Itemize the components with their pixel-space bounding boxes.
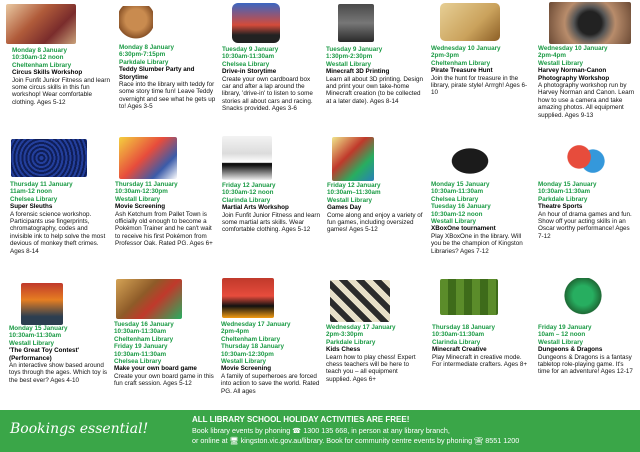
camera-photo [549, 2, 631, 44]
circus-photo [6, 4, 76, 44]
event-time: 10:30am-12 noon [222, 189, 274, 197]
event-time: 2pm-3:30pm [326, 331, 364, 339]
event-place: Chelsea Library [222, 60, 270, 68]
event-time-2: 10:30am-12 noon [431, 210, 483, 218]
event-time-2: 10:30am-11:30am [114, 350, 167, 358]
event-time: 11am-12 noon [10, 188, 52, 196]
event-card [326, 46, 424, 105]
fingerprint-photo [11, 139, 87, 177]
event-desc: An hour of drama games and fun. Show off your acting skills in an Oscar worthy performance! Ages 7-12 [538, 210, 632, 240]
event-place: Parkdale Library [326, 338, 376, 346]
event-desc: Create your own board game in this fun craft session. Ages 5-12 [114, 372, 214, 388]
event-date: Wednesday 10 January [431, 45, 501, 52]
event-place: Westall Library [327, 196, 373, 204]
event-desc: Join Funfit Junior Fitness and learn some circus skills in this fun workshop! Wear comfortable clothing. Ages 5-12 [12, 76, 111, 106]
event-date: Friday 12 January [222, 182, 276, 189]
event-desc: Play Minecraft in creative mode. For intermediate crafters. Ages 8+ [432, 353, 528, 369]
event-card [538, 45, 636, 119]
event-date: Monday 8 January [12, 47, 67, 54]
event-desc: Race into the library with teddy for some story time fun! Leave Teddy overnight and see what he gets up to! Ages 3-5 [119, 81, 216, 111]
booking-online-line: or online at 🖥 kingston.vic.gov.au/library. Book for community centre events by phoning ☎ 8551 1200 [192, 436, 520, 445]
chess-photo [330, 280, 390, 322]
xbox-controller-photo [447, 145, 493, 177]
event-place: Chelsea Library [431, 195, 479, 203]
event-date: Monday 15 January [538, 181, 597, 188]
event-title: Harvey Norman-Canon Photography Workshop [538, 67, 610, 82]
event-title: Movie Screening [115, 203, 166, 211]
box-car-photo [232, 3, 280, 43]
event-place: Clarinda Library [432, 338, 481, 346]
dragon-photo [563, 278, 603, 322]
event-date: Friday 12 January [327, 182, 381, 189]
event-date-2: Thursday 18 January [221, 343, 284, 351]
games-photo [332, 137, 374, 181]
event-card [432, 324, 530, 368]
event-place: Westall Library [538, 59, 584, 67]
event-card [431, 181, 529, 255]
event-date: Monday 8 January [119, 44, 174, 51]
event-card [10, 181, 108, 255]
theatre-masks-photo [563, 138, 609, 180]
event-card [119, 44, 217, 111]
event-time: 2pm-3pm [431, 52, 459, 60]
event-place: Cheltenham Library [431, 59, 491, 67]
event-time: 2pm-4pm [221, 328, 249, 336]
event-title: Theatre Sports [538, 203, 583, 211]
footer-banner [0, 410, 640, 452]
toy-robot-photo [21, 283, 63, 325]
event-desc: A forensic science workshop. Participants use fingerprints, chromatography, codes and invisible ink to help solve the most devious of monkey theft crimes. Ages 8-14 [10, 210, 106, 255]
event-place: Cheltenham Library [12, 61, 72, 69]
board-game-photo [116, 279, 182, 319]
pokemon-photo [119, 137, 177, 179]
bookings-heading: Bookings essential! [10, 421, 149, 437]
event-title: Pirate Treasure Hunt [431, 67, 493, 75]
event-card [327, 182, 425, 234]
event-time: 10:30am-11:30am [538, 188, 591, 196]
event-desc: Learn all about 3D printing. Design and print your own take-home Minecraft creation (to be collected at a later date). Ages 8-14 [326, 75, 423, 105]
event-date-2: Tuesday 16 January [431, 203, 491, 211]
event-card [114, 321, 214, 388]
event-card [115, 181, 213, 248]
event-desc: A photography workshop run by Harvey Norman and Canon. Learn how to use a camera and take amazing photos. All equipment supplied. Ages 9-13 [538, 82, 635, 119]
event-desc: Come along and enjoy a variety of fun games, including oversized games! Ages 5-12 [327, 211, 423, 234]
event-time: 10:30am-11:30am [432, 331, 485, 339]
event-time-2: 10:30am-12:30pm [221, 350, 274, 358]
event-desc: An interactive show based around toys through the ages. Which toy is the best ever? Ages 4-10 [9, 362, 108, 384]
event-desc: A family of superheroes are forced into action to save the world. Rated PG. All ages [221, 372, 320, 395]
event-title: Kids Chess [326, 346, 361, 354]
event-card [221, 321, 321, 395]
event-desc: Ash Ketchum from Pallet Town is officially old enough to become a Pokémon Trainer and he can't wait to receive his first Pokémon from Professor Oak. Rated PG. Ages 6+ [115, 210, 213, 248]
event-date: Wednesday 17 January [221, 321, 291, 328]
event-card [326, 324, 424, 383]
event-date: Wednesday 17 January [326, 324, 396, 331]
event-desc: Join the hunt for treasure in the library, pirate style! Arrrgh! Ages 6-10 [431, 74, 528, 97]
event-desc: Create your own cardboard box car and after a lap around the library, 'drive-in' to listen to some stories all about cars and racing. Snacks provided. Ages 3-6 [222, 75, 313, 113]
event-place-2: Westall Library [431, 218, 477, 226]
event-card [538, 181, 636, 240]
free-activities-line: ALL LIBRARY SCHOOL HOLIDAY ACTIVITIES ARE FREE! [192, 415, 410, 424]
event-date: Monday 15 January [9, 325, 68, 332]
event-title: Minecraft Creative [432, 346, 487, 354]
event-time: 10:30am-11:30am [431, 188, 484, 196]
event-time: 10:30am–11:30am [327, 189, 381, 197]
event-time: 10:30am-12 noon [12, 54, 64, 62]
event-title: Super Sleuths [10, 203, 53, 211]
event-place-2: Westall Library [221, 358, 267, 366]
event-date: Tuesday 9 January [326, 46, 383, 53]
event-title: Dungeons & Dragons [538, 346, 603, 354]
event-title: Make your own board game [114, 365, 197, 373]
event-title: Movie Screening [221, 365, 272, 373]
event-time: 10:30am-11:30am [9, 332, 62, 340]
incredibles-photo [222, 278, 274, 318]
event-place: Clarinda Library [222, 196, 271, 204]
event-time: 6:30pm-7:15pm [119, 51, 166, 59]
event-title: Drive-in Storytime [222, 68, 277, 76]
3d-printer-photo [338, 4, 374, 42]
event-title: XBoxOne tournament [431, 225, 496, 233]
event-desc: Play XBoxOne in the library. Will you be the champion of Kingston Libraries? Ages 7-12 [431, 232, 523, 255]
event-time: 10:30am-12:30pm [115, 188, 168, 196]
event-card [12, 47, 110, 106]
martial-arts-photo [222, 136, 272, 180]
event-date: Friday 19 January [538, 324, 592, 331]
event-time: 10:30am-11:30am [114, 328, 167, 336]
event-date: Thursday 11 January [10, 181, 73, 188]
event-desc: Dungeons & Dragons is a fantasy tabletop role-playing game. It's time for an adventure! Ages 12-17 [538, 353, 633, 376]
event-place: Cheltenham Library [221, 335, 281, 343]
event-title: 'The Great Toy Contest' (Performance) [9, 347, 80, 362]
event-card [538, 324, 636, 376]
event-date: Wednesday 10 January [538, 45, 608, 52]
event-title: Circus Skills Workshop [12, 69, 83, 77]
event-time: 10am – 12 noon [538, 331, 586, 339]
event-time: 10:30am-11:30am [222, 53, 275, 61]
event-place: Chelsea Library [10, 195, 58, 203]
event-title: Minecraft 3D Printing [326, 68, 390, 76]
event-card [431, 45, 529, 97]
event-desc: Join Funfit Junior Fitness and learn some martial arts skills. Wear comfortable clothing. Ages 5-12 [222, 211, 321, 234]
event-place: Parkdale Library [538, 195, 588, 203]
event-date: Monday 15 January [431, 181, 490, 188]
event-card [222, 46, 320, 113]
event-card [222, 182, 320, 234]
event-date: Thursday 11 January [115, 181, 178, 188]
event-place: Parkdale Library [119, 58, 169, 66]
event-desc: Learn how to play chess! Expert chess teachers will be here to teach you – all equipment supplied. Ages 6+ [326, 353, 416, 383]
event-time: 2pm-4pm [538, 52, 566, 60]
event-title: Games Day [327, 204, 362, 212]
event-place-2: Chelsea Library [114, 358, 162, 366]
event-title: Martial Arts Workshop [222, 204, 289, 212]
event-title: Teddy Slumber Party and Storytime [119, 66, 195, 81]
event-date: Tuesday 9 January [222, 46, 279, 53]
event-place: Westall Library [9, 339, 55, 347]
minecraft-photo [440, 279, 498, 315]
booking-info-line: Book library events by phoning ☎ 1300 135 668, in person at any library branch, [192, 426, 450, 435]
teddy-photo [119, 6, 153, 40]
event-date: Tuesday 16 January [114, 321, 174, 328]
event-place: Cheltenham Library [114, 335, 174, 343]
event-place: Westall Library [115, 195, 161, 203]
event-time: 1:30pm-2:30pm [326, 53, 373, 61]
event-date-2: Friday 19 January [114, 343, 168, 351]
event-place: Westall Library [538, 338, 584, 346]
treasure-map-photo [440, 3, 500, 41]
event-card [9, 325, 107, 384]
event-place: Westall Library [326, 60, 372, 68]
event-date: Thursday 18 January [432, 324, 495, 331]
